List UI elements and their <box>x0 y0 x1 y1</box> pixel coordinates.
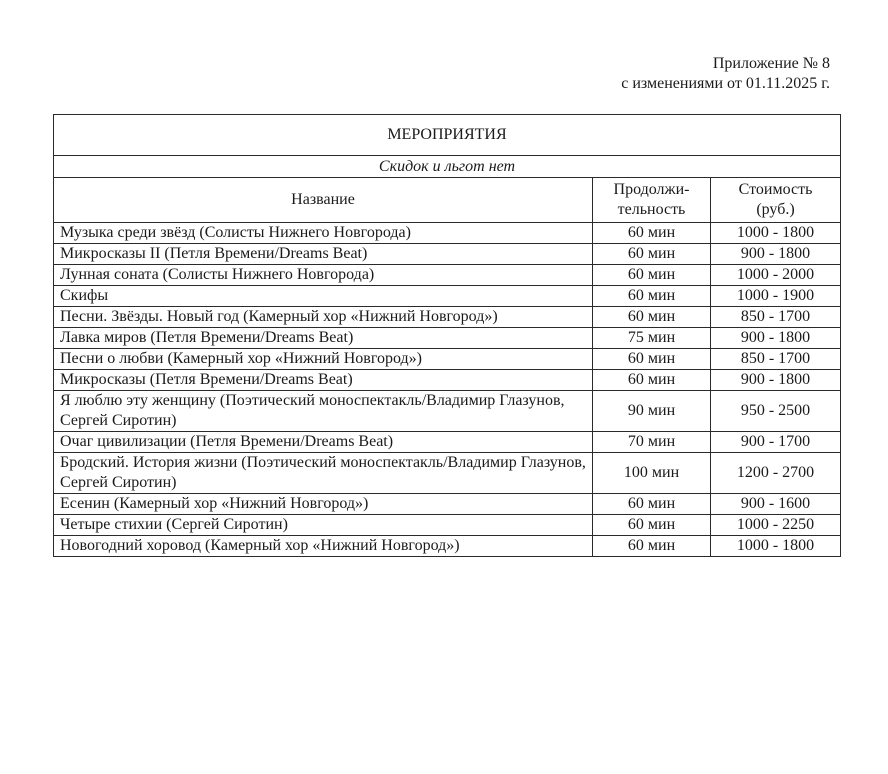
table-row <box>54 307 841 328</box>
event-cost-cell: 1000 - 1900 <box>711 286 841 307</box>
event-duration-cell: 60 мин <box>593 265 711 286</box>
event-duration-cell: 60 мин <box>593 307 711 328</box>
event-duration-cell: 75 мин <box>593 328 711 349</box>
event-cost-cell: 950 - 2500 <box>711 391 841 432</box>
event-cost-cell: 900 - 1600 <box>711 494 841 515</box>
event-cost-cell: 900 - 1700 <box>711 432 841 453</box>
table-subtitle-row <box>54 156 841 178</box>
table-row <box>54 391 841 432</box>
event-duration-cell: 60 мин <box>593 494 711 515</box>
annex-number: Приложение № 8 <box>712 55 830 72</box>
event-duration-cell: 60 мин <box>593 244 711 265</box>
column-header-name: Название <box>54 178 593 223</box>
table-row <box>54 515 841 536</box>
event-duration-cell: 60 мин <box>593 349 711 370</box>
event-duration-cell: 100 мин <box>593 453 711 494</box>
table-row <box>54 453 841 494</box>
event-name-cell: Песни о любви (Камерный хор «Нижний Новгород») <box>54 349 593 370</box>
event-name-cell: Песни. Звёзды. Новый год (Камерный хор «Нижний Новгород») <box>54 307 593 328</box>
table-row <box>54 223 841 244</box>
event-name-cell: Есенин (Камерный хор «Нижний Новгород») <box>54 494 593 515</box>
event-name-cell: Лунная соната (Солисты Нижнего Новгорода) <box>54 265 593 286</box>
event-cost-cell: 1200 - 2700 <box>711 453 841 494</box>
event-duration-cell: 60 мин <box>593 536 711 557</box>
event-duration-cell: 60 мин <box>593 515 711 536</box>
event-cost-cell: 1000 - 2250 <box>711 515 841 536</box>
table-row <box>54 286 841 307</box>
event-cost-cell: 1000 - 1800 <box>711 223 841 244</box>
table-row <box>54 244 841 265</box>
event-name-cell: Скифы <box>54 286 593 307</box>
event-cost-cell: 900 - 1800 <box>711 370 841 391</box>
table-title: МЕРОПРИЯТИЯ <box>54 115 841 156</box>
event-name-cell: Новогодний хоровод (Камерный хор «Нижний Новгород») <box>54 536 593 557</box>
table-title-row <box>54 115 841 156</box>
column-header-duration-line2: тельность <box>617 201 686 218</box>
table-row <box>54 349 841 370</box>
event-cost-cell: 900 - 1800 <box>711 244 841 265</box>
event-cost-cell: 1000 - 1800 <box>711 536 841 557</box>
event-duration-cell: 60 мин <box>593 370 711 391</box>
table-row <box>54 265 841 286</box>
event-name-cell: Музыка среди звёзд (Солисты Нижнего Новгорода) <box>54 223 593 244</box>
table-subtitle: Скидок и льгот нет <box>54 156 841 178</box>
event-duration-cell: 60 мин <box>593 223 711 244</box>
event-cost-cell: 900 - 1800 <box>711 328 841 349</box>
column-header-cost-line1: Стоимость <box>738 181 813 198</box>
event-cost-cell: 1000 - 2000 <box>711 265 841 286</box>
column-header-duration-line1: Продолжи- <box>613 181 690 198</box>
column-header-cost <box>711 178 841 223</box>
event-duration-cell: 90 мин <box>593 391 711 432</box>
table-header-row <box>54 178 841 223</box>
column-header-cost-line2: (руб.) <box>756 201 795 218</box>
event-cost-cell: 850 - 1700 <box>711 307 841 328</box>
table-row <box>54 432 841 453</box>
annex-header <box>621 54 830 94</box>
event-name-cell: Я люблю эту женщину (Поэтический моноспектакль/Владимир Глазунов, Сергей Сиротин) <box>54 391 593 432</box>
table-row <box>54 494 841 515</box>
event-duration-cell: 70 мин <box>593 432 711 453</box>
events-table <box>53 114 841 557</box>
event-duration-cell: 60 мин <box>593 286 711 307</box>
table-row <box>54 370 841 391</box>
event-name-cell: Микросказы II (Петля Времени/Dreams Beat) <box>54 244 593 265</box>
event-name-cell: Очаг цивилизации (Петля Времени/Dreams Beat) <box>54 432 593 453</box>
column-header-duration <box>593 178 711 223</box>
table-row <box>54 328 841 349</box>
event-name-cell: Четыре стихии (Сергей Сиротин) <box>54 515 593 536</box>
event-name-cell: Бродский. История жизни (Поэтический моноспектакль/Владимир Глазунов, Сергей Сиротин) <box>54 453 593 494</box>
event-name-cell: Лавка миров (Петля Времени/Dreams Beat) <box>54 328 593 349</box>
table-row <box>54 536 841 557</box>
event-name-cell: Микросказы (Петля Времени/Dreams Beat) <box>54 370 593 391</box>
event-cost-cell: 850 - 1700 <box>711 349 841 370</box>
annex-revision-date: с изменениями от 01.11.2025 г. <box>621 75 830 92</box>
